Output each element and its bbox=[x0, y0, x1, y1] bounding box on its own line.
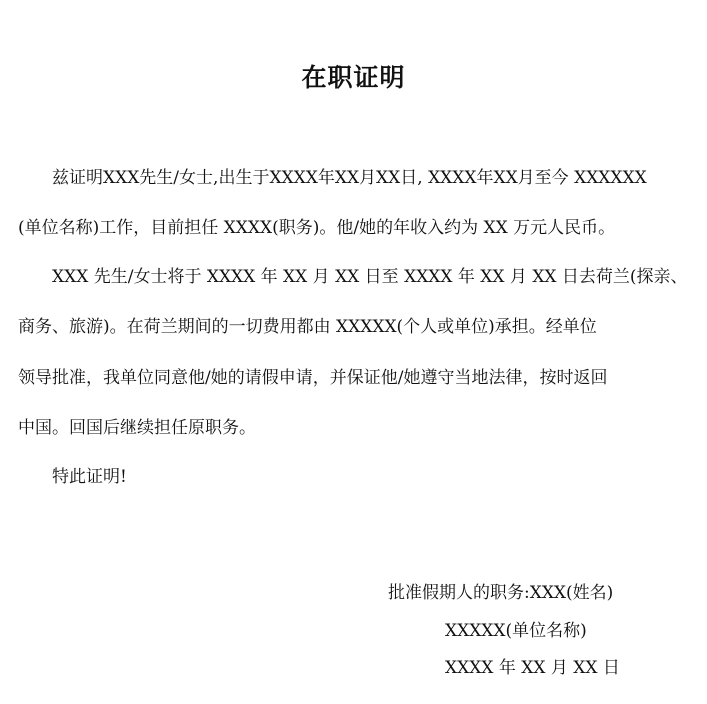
body-line-3: XXX 先生/女士将于 XXXX 年 XX 月 XX 日至 XXXX 年 XX 月 XX 日去荷兰(探亲、 bbox=[52, 267, 688, 287]
signature-approver: 批准假期人的职务:XXX(姓名) bbox=[388, 583, 614, 603]
closing-line: 特此证明! bbox=[52, 467, 127, 487]
body-line-4: 商务、旅游)。在荷兰期间的一切费用都由 XXXXX(个人或单位)承担。经单位 bbox=[18, 317, 597, 337]
body-line-1: 兹证明XXX先生/女士,出生于XXXX年XX月XX日, XXXX年XX月至今 XXXXXX bbox=[52, 168, 647, 188]
body-line-5: 领导批准，我单位同意他/她的请假申请，并保证他/她遵守当地法律，按时返回 bbox=[18, 368, 608, 388]
signature-unit: XXXXX(单位名称) bbox=[445, 621, 587, 641]
document-title: 在职证明 bbox=[301, 63, 406, 92]
body-line-6: 中国。回国后继续担任原职务。 bbox=[18, 418, 256, 438]
signature-date: XXXX 年 XX 月 XX 日 bbox=[445, 658, 620, 678]
body-line-2: (单位名称)工作，目前担任 XXXX(职务)。他/她的年收入约为 XX 万元人民币。 bbox=[18, 218, 616, 238]
